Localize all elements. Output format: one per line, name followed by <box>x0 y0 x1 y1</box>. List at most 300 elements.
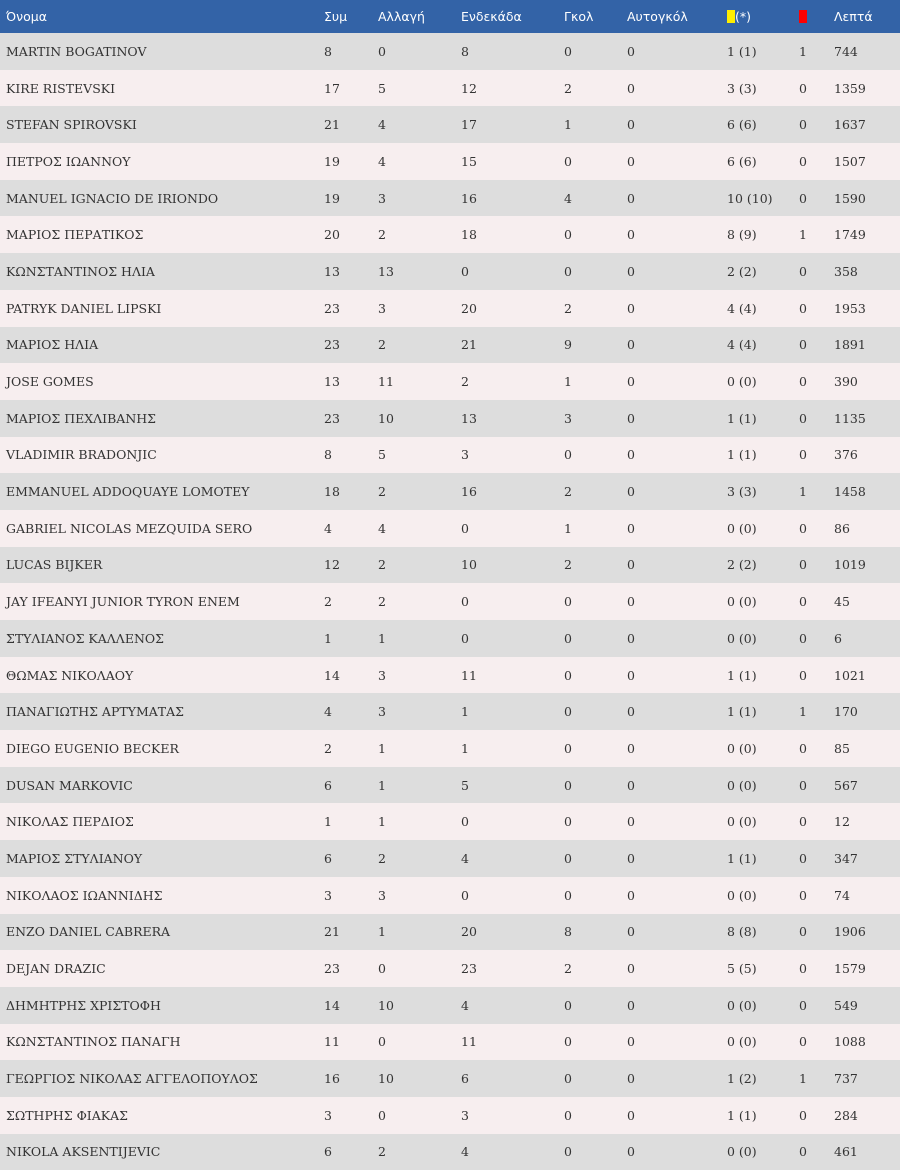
starting-apps-cell: 0 <box>461 263 469 279</box>
substitute-apps-cell: 3 <box>378 704 386 720</box>
goals-cell: 2 <box>564 557 572 573</box>
player-name-cell: DIEGO EUGENIO BECKER <box>6 740 179 756</box>
table-row <box>0 1060 900 1097</box>
minutes-cell: 1088 <box>834 1034 866 1050</box>
minutes-cell: 74 <box>834 887 850 903</box>
starting-apps-cell: 0 <box>461 887 469 903</box>
table-row <box>0 143 900 180</box>
goals-cell: 0 <box>564 1144 572 1160</box>
goals-cell: 0 <box>564 263 572 279</box>
minutes-cell: 1019 <box>834 557 866 573</box>
table-row <box>0 1024 900 1061</box>
goals-cell: 0 <box>564 227 572 243</box>
goals-cell: 2 <box>564 80 572 96</box>
starting-apps-cell: 4 <box>461 1144 469 1160</box>
player-name-cell: LUCAS BIJKER <box>6 557 103 573</box>
minutes-cell: 390 <box>834 374 858 390</box>
own-goals-cell: 0 <box>627 447 635 463</box>
red-cards-cell: 0 <box>799 447 807 463</box>
substitute-apps-cell: 3 <box>378 667 386 683</box>
player-name-cell: KIRE RISTEVSKI <box>6 80 116 96</box>
substitute-apps-cell: 4 <box>378 520 386 536</box>
table-row <box>0 180 900 217</box>
red-cards-cell: 0 <box>799 1107 807 1123</box>
appearances-cell: 6 <box>324 777 332 793</box>
player-name-cell: DEJAN DRAZIC <box>6 961 106 977</box>
minutes-cell: 737 <box>834 1071 858 1087</box>
player-name-cell: ΜΑΡΙΟΣ ΠΕΧΛΙΒΑΝΗΣ <box>6 410 157 426</box>
substitute-apps-cell: 3 <box>378 300 386 316</box>
minutes-cell: 12 <box>834 814 850 830</box>
substitute-apps-cell: 1 <box>378 630 386 646</box>
goals-cell: 0 <box>564 594 572 610</box>
yellow-cards-cell: 2 (2) <box>727 557 757 573</box>
own-goals-cell: 0 <box>627 1107 635 1123</box>
goals-cell: 0 <box>564 1071 572 1087</box>
substitute-apps-cell: 4 <box>378 117 386 133</box>
own-goals-cell: 0 <box>627 374 635 390</box>
own-goals-cell: 0 <box>627 1034 635 1050</box>
goals-cell: 0 <box>564 667 572 683</box>
starting-apps-cell: 13 <box>461 410 477 426</box>
appearances-cell: 19 <box>324 153 340 169</box>
minutes-cell: 6 <box>834 630 842 646</box>
table-row <box>0 730 900 767</box>
table-header <box>0 0 900 33</box>
appearances-cell: 16 <box>324 1071 340 1087</box>
appearances-cell: 23 <box>324 337 340 353</box>
minutes-cell: 347 <box>834 850 858 866</box>
goals-cell: 3 <box>564 410 572 426</box>
appearances-cell: 14 <box>324 667 340 683</box>
yellow-cards-cell: 6 (6) <box>727 153 757 169</box>
goals-cell: 1 <box>564 374 572 390</box>
starting-apps-cell: 18 <box>461 227 477 243</box>
player-name-cell: MARTIN BOGATINOV <box>6 43 147 59</box>
red-cards-cell: 1 <box>799 227 807 243</box>
table-row <box>0 803 900 840</box>
player-name-cell: DUSAN MARKOVIC <box>6 777 133 793</box>
yellow-cards-cell: 8 (9) <box>727 227 757 243</box>
player-name-cell: JAY IFEANYI JUNIOR TYRON ENEM <box>6 594 240 610</box>
header-appearances[interactable]: Συμ <box>324 9 348 24</box>
goals-cell: 9 <box>564 337 572 353</box>
goals-cell: 0 <box>564 814 572 830</box>
table-row <box>0 290 900 327</box>
goals-cell: 0 <box>564 850 572 866</box>
substitute-apps-cell: 1 <box>378 814 386 830</box>
yellow-cards-cell: 5 (5) <box>727 961 757 977</box>
starting-apps-cell: 12 <box>461 80 477 96</box>
starting-apps-cell: 11 <box>461 1034 477 1050</box>
own-goals-cell: 0 <box>627 117 635 133</box>
own-goals-cell: 0 <box>627 410 635 426</box>
goals-cell: 0 <box>564 887 572 903</box>
player-name-cell: STEFAN SPIROVSKI <box>6 117 137 133</box>
appearances-cell: 6 <box>324 1144 332 1160</box>
player-name-cell: ΝΙΚΟΛΑΟΣ ΙΩΑΝΝΙΔΗΣ <box>6 887 163 903</box>
appearances-cell: 14 <box>324 997 340 1013</box>
substitute-apps-cell: 11 <box>378 374 394 390</box>
table-row <box>0 877 900 914</box>
yellow-cards-cell: 0 (0) <box>727 814 757 830</box>
player-name-cell: JOSE GOMES <box>6 374 94 390</box>
starting-apps-cell: 5 <box>461 777 469 793</box>
player-name-cell: EMMANUEL ADDOQUAYE LOMOTEY <box>6 484 250 500</box>
own-goals-cell: 0 <box>627 337 635 353</box>
own-goals-cell: 0 <box>627 887 635 903</box>
minutes-cell: 86 <box>834 520 850 536</box>
minutes-cell: 1507 <box>834 153 866 169</box>
minutes-cell: 284 <box>834 1107 858 1123</box>
own-goals-cell: 0 <box>627 630 635 646</box>
own-goals-cell: 0 <box>627 704 635 720</box>
own-goals-cell: 0 <box>627 594 635 610</box>
appearances-cell: 4 <box>324 520 332 536</box>
goals-cell: 2 <box>564 300 572 316</box>
table-row <box>0 510 900 547</box>
appearances-cell: 1 <box>324 630 332 646</box>
substitute-apps-cell: 2 <box>378 484 386 500</box>
yellow-cards-cell: 1 (1) <box>727 704 757 720</box>
red-cards-cell: 0 <box>799 1144 807 1160</box>
player-name-cell: ΜΑΡΙΟΣ ΣΤΥΛΙΑΝΟΥ <box>6 850 143 866</box>
yellow-cards-cell: 1 (2) <box>727 1071 757 1087</box>
starting-apps-cell: 3 <box>461 1107 469 1123</box>
own-goals-cell: 0 <box>627 850 635 866</box>
table-row <box>0 33 900 70</box>
red-cards-cell: 0 <box>799 117 807 133</box>
player-name-cell: ΠΕΤΡΟΣ ΙΩΑΝΝΟΥ <box>6 153 131 169</box>
player-name-cell: ΘΩΜΑΣ ΝΙΚΟΛΑΟΥ <box>6 667 134 683</box>
minutes-cell: 358 <box>834 263 858 279</box>
yellow-cards-cell: 4 (4) <box>727 337 757 353</box>
own-goals-cell: 0 <box>627 153 635 169</box>
table-row <box>0 216 900 253</box>
minutes-cell: 45 <box>834 594 850 610</box>
starting-apps-cell: 20 <box>461 924 477 940</box>
starting-apps-cell: 1 <box>461 704 469 720</box>
substitute-apps-cell: 0 <box>378 961 386 977</box>
red-cards-cell: 0 <box>799 594 807 610</box>
minutes-cell: 1953 <box>834 300 866 316</box>
header-substitute[interactable]: Αλλαγή <box>378 9 425 24</box>
minutes-cell: 567 <box>834 777 858 793</box>
own-goals-cell: 0 <box>627 484 635 500</box>
player-name-cell: ΚΩΝΣΤΑΝΤΙΝΟΣ ΠΑΝΑΓΗ <box>6 1034 181 1050</box>
minutes-cell: 1590 <box>834 190 866 206</box>
appearances-cell: 2 <box>324 594 332 610</box>
red-cards-cell: 0 <box>799 814 807 830</box>
starting-apps-cell: 15 <box>461 153 477 169</box>
red-cards-cell: 0 <box>799 153 807 169</box>
header-red-cards[interactable] <box>793 0 828 33</box>
minutes-cell: 1135 <box>834 410 866 426</box>
starting-apps-cell: 0 <box>461 520 469 536</box>
yellow-cards-cell: 0 (0) <box>727 594 757 610</box>
appearances-cell: 3 <box>324 887 332 903</box>
red-cards-cell: 0 <box>799 924 807 940</box>
yellow-cards-cell: 6 (6) <box>727 117 757 133</box>
appearances-cell: 23 <box>324 961 340 977</box>
goals-cell: 0 <box>564 447 572 463</box>
starting-apps-cell: 0 <box>461 630 469 646</box>
minutes-cell: 1579 <box>834 961 866 977</box>
yellow-cards-cell: 8 (8) <box>727 924 757 940</box>
starting-apps-cell: 0 <box>461 814 469 830</box>
starting-apps-cell: 21 <box>461 337 477 353</box>
substitute-apps-cell: 3 <box>378 190 386 206</box>
own-goals-cell: 0 <box>627 80 635 96</box>
red-cards-cell: 0 <box>799 850 807 866</box>
goals-cell: 0 <box>564 153 572 169</box>
red-cards-cell: 1 <box>799 43 807 59</box>
table-row <box>0 657 900 694</box>
goals-cell: 8 <box>564 924 572 940</box>
table-row <box>0 106 900 143</box>
starting-apps-cell: 1 <box>461 740 469 756</box>
player-name-cell: ΣΩΤΗΡΗΣ ΦΙΑΚΑΣ <box>6 1107 128 1123</box>
starting-apps-cell: 20 <box>461 300 477 316</box>
yellow-cards-cell: 1 (1) <box>727 410 757 426</box>
goals-cell: 0 <box>564 777 572 793</box>
starting-apps-cell: 17 <box>461 117 477 133</box>
starting-apps-cell: 11 <box>461 667 477 683</box>
minutes-cell: 1749 <box>834 227 866 243</box>
table-row <box>0 363 900 400</box>
red-cards-cell: 0 <box>799 997 807 1013</box>
table-row <box>0 473 900 510</box>
yellow-cards-cell: 0 (0) <box>727 1034 757 1050</box>
own-goals-cell: 0 <box>627 667 635 683</box>
appearances-cell: 12 <box>324 557 340 573</box>
starting-apps-cell: 16 <box>461 190 477 206</box>
minutes-cell: 170 <box>834 704 858 720</box>
minutes-cell: 376 <box>834 447 858 463</box>
player-name-cell: GABRIEL NICOLAS MEZQUIDA SERO <box>6 520 253 536</box>
goals-cell: 0 <box>564 43 572 59</box>
table-row <box>0 547 900 584</box>
header-row <box>0 0 900 33</box>
red-cards-cell: 0 <box>799 190 807 206</box>
player-name-cell: ΓΕΩΡΓΙΟΣ ΝΙΚΟΛΑΣ ΑΓΓΕΛΟΠΟΥΛΟΣ <box>6 1071 258 1087</box>
starting-apps-cell: 2 <box>461 374 469 390</box>
red-cards-cell: 0 <box>799 337 807 353</box>
red-cards-cell: 0 <box>799 263 807 279</box>
own-goals-cell: 0 <box>627 520 635 536</box>
yellow-cards-cell: 1 (1) <box>727 1107 757 1123</box>
table-row <box>0 1134 900 1170</box>
yellow-cards-cell: 0 (0) <box>727 374 757 390</box>
yellow-cards-cell: 0 (0) <box>727 630 757 646</box>
red-cards-cell: 1 <box>799 484 807 500</box>
minutes-cell: 1906 <box>834 924 866 940</box>
yellow-cards-cell: 3 (3) <box>727 484 757 500</box>
player-name-cell: ΚΩΝΣΤΑΝΤΙΝΟΣ ΗΛΙΑ <box>6 263 155 279</box>
minutes-cell: 1021 <box>834 667 866 683</box>
starting-apps-cell: 16 <box>461 484 477 500</box>
player-name-cell: NIKOLA AKSENTIJEVIC <box>6 1144 161 1160</box>
substitute-apps-cell: 0 <box>378 1034 386 1050</box>
own-goals-cell: 0 <box>627 961 635 977</box>
substitute-apps-cell: 3 <box>378 887 386 903</box>
yellow-card-icon <box>727 10 735 23</box>
starting-apps-cell: 8 <box>461 43 469 59</box>
yellow-cards-cell: 10 (10) <box>727 190 773 206</box>
appearances-cell: 4 <box>324 704 332 720</box>
header-goals[interactable]: Γκολ <box>564 9 594 24</box>
player-name-cell: ΜΑΡΙΟΣ ΠΕΡΑΤΙΚΟΣ <box>6 227 144 243</box>
goals-cell: 0 <box>564 740 572 756</box>
red-cards-cell: 1 <box>799 704 807 720</box>
goals-cell: 0 <box>564 997 572 1013</box>
minutes-cell: 461 <box>834 1144 858 1160</box>
header-name[interactable]: Όνομα <box>6 9 47 24</box>
table-row <box>0 1097 900 1134</box>
goals-cell: 0 <box>564 1107 572 1123</box>
yellow-cards-cell: 0 (0) <box>727 740 757 756</box>
table-row <box>0 914 900 951</box>
yellow-cards-cell: 0 (0) <box>727 777 757 793</box>
substitute-apps-cell: 2 <box>378 227 386 243</box>
minutes-cell: 1891 <box>834 337 866 353</box>
table-row <box>0 253 900 290</box>
starting-apps-cell: 6 <box>461 1071 469 1087</box>
header-minutes[interactable]: Λεπτά <box>834 9 873 24</box>
table-row <box>0 437 900 474</box>
appearances-cell: 13 <box>324 374 340 390</box>
table-row <box>0 327 900 364</box>
starting-apps-cell: 10 <box>461 557 477 573</box>
red-cards-cell: 0 <box>799 667 807 683</box>
yellow-cards-cell: 2 (2) <box>727 263 757 279</box>
substitute-apps-cell: 2 <box>378 337 386 353</box>
minutes-cell: 85 <box>834 740 850 756</box>
appearances-cell: 13 <box>324 263 340 279</box>
own-goals-cell: 0 <box>627 997 635 1013</box>
header-own-goals[interactable]: Αυτογκόλ <box>627 9 688 24</box>
player-name-cell: PATRYK DANIEL LIPSKI <box>6 300 162 316</box>
substitute-apps-cell: 5 <box>378 80 386 96</box>
starting-apps-cell: 3 <box>461 447 469 463</box>
header-yellow-suffix: (*) <box>735 9 752 24</box>
substitute-apps-cell: 13 <box>378 263 394 279</box>
table-row <box>0 693 900 730</box>
appearances-cell: 23 <box>324 410 340 426</box>
red-cards-cell: 0 <box>799 557 807 573</box>
player-name-cell: ΠΑΝΑΓΙΩΤΗΣ ΑΡΤΥΜΑΤΑΣ <box>6 704 184 720</box>
appearances-cell: 1 <box>324 814 332 830</box>
own-goals-cell: 0 <box>627 777 635 793</box>
appearances-cell: 21 <box>324 117 340 133</box>
goals-cell: 2 <box>564 484 572 500</box>
red-cards-cell: 0 <box>799 777 807 793</box>
appearances-cell: 8 <box>324 447 332 463</box>
red-cards-cell: 0 <box>799 300 807 316</box>
player-name-cell: ΔΗΜΗΤΡΗΣ ΧΡΙΣΤΟΦΗ <box>6 997 161 1013</box>
appearances-cell: 8 <box>324 43 332 59</box>
appearances-cell: 21 <box>324 924 340 940</box>
substitute-apps-cell: 2 <box>378 850 386 866</box>
minutes-cell: 549 <box>834 997 858 1013</box>
goals-cell: 4 <box>564 190 572 206</box>
minutes-cell: 744 <box>834 43 858 59</box>
yellow-cards-cell: 1 (1) <box>727 43 757 59</box>
goals-cell: 1 <box>564 117 572 133</box>
table-row <box>0 987 900 1024</box>
substitute-apps-cell: 1 <box>378 740 386 756</box>
minutes-cell: 1359 <box>834 80 866 96</box>
substitute-apps-cell: 5 <box>378 447 386 463</box>
yellow-cards-cell: 1 (1) <box>727 850 757 866</box>
substitute-apps-cell: 2 <box>378 1144 386 1160</box>
appearances-cell: 18 <box>324 484 340 500</box>
own-goals-cell: 0 <box>627 227 635 243</box>
yellow-cards-cell: 1 (1) <box>727 667 757 683</box>
player-name-cell: MANUEL IGNACIO DE IRIONDO <box>6 190 219 206</box>
substitute-apps-cell: 1 <box>378 924 386 940</box>
goals-cell: 2 <box>564 961 572 977</box>
table-row <box>0 70 900 107</box>
player-name-cell: VLADIMIR BRADONJIC <box>6 447 157 463</box>
table-row <box>0 950 900 987</box>
red-cards-cell: 0 <box>799 887 807 903</box>
own-goals-cell: 0 <box>627 814 635 830</box>
table-row <box>0 400 900 437</box>
red-cards-cell: 0 <box>799 961 807 977</box>
player-name-cell: ΣΤΥΛΙΑΝΟΣ ΚΑΛΛΕΝΟΣ <box>6 630 164 646</box>
red-cards-cell: 1 <box>799 1071 807 1087</box>
appearances-cell: 20 <box>324 227 340 243</box>
starting-apps-cell: 0 <box>461 594 469 610</box>
substitute-apps-cell: 4 <box>378 153 386 169</box>
substitute-apps-cell: 10 <box>378 1071 394 1087</box>
yellow-cards-cell: 0 (0) <box>727 520 757 536</box>
own-goals-cell: 0 <box>627 43 635 59</box>
appearances-cell: 2 <box>324 740 332 756</box>
minutes-cell: 1637 <box>834 117 866 133</box>
appearances-cell: 3 <box>324 1107 332 1123</box>
starting-apps-cell: 4 <box>461 850 469 866</box>
goals-cell: 0 <box>564 1034 572 1050</box>
minutes-cell: 1458 <box>834 484 866 500</box>
table-body <box>0 33 900 1170</box>
substitute-apps-cell: 2 <box>378 557 386 573</box>
substitute-apps-cell: 0 <box>378 43 386 59</box>
red-cards-cell: 0 <box>799 630 807 646</box>
yellow-cards-cell: 1 (1) <box>727 447 757 463</box>
goals-cell: 1 <box>564 520 572 536</box>
yellow-cards-cell: 0 (0) <box>727 1144 757 1160</box>
player-name-cell: ENZO DANIEL CABRERA <box>6 924 171 940</box>
table-row <box>0 620 900 657</box>
red-cards-cell: 0 <box>799 410 807 426</box>
substitute-apps-cell: 0 <box>378 1107 386 1123</box>
red-card-icon <box>799 10 807 23</box>
header-yellow-cards[interactable] <box>721 0 793 33</box>
header-starting[interactable]: Ενδεκάδα <box>461 9 522 24</box>
goals-cell: 0 <box>564 704 572 720</box>
own-goals-cell: 0 <box>627 1071 635 1087</box>
red-cards-cell: 0 <box>799 520 807 536</box>
own-goals-cell: 0 <box>627 190 635 206</box>
table-row <box>0 840 900 877</box>
yellow-cards-cell: 0 (0) <box>727 887 757 903</box>
starting-apps-cell: 4 <box>461 997 469 1013</box>
starting-apps-cell: 23 <box>461 961 477 977</box>
substitute-apps-cell: 10 <box>378 997 394 1013</box>
appearances-cell: 17 <box>324 80 340 96</box>
